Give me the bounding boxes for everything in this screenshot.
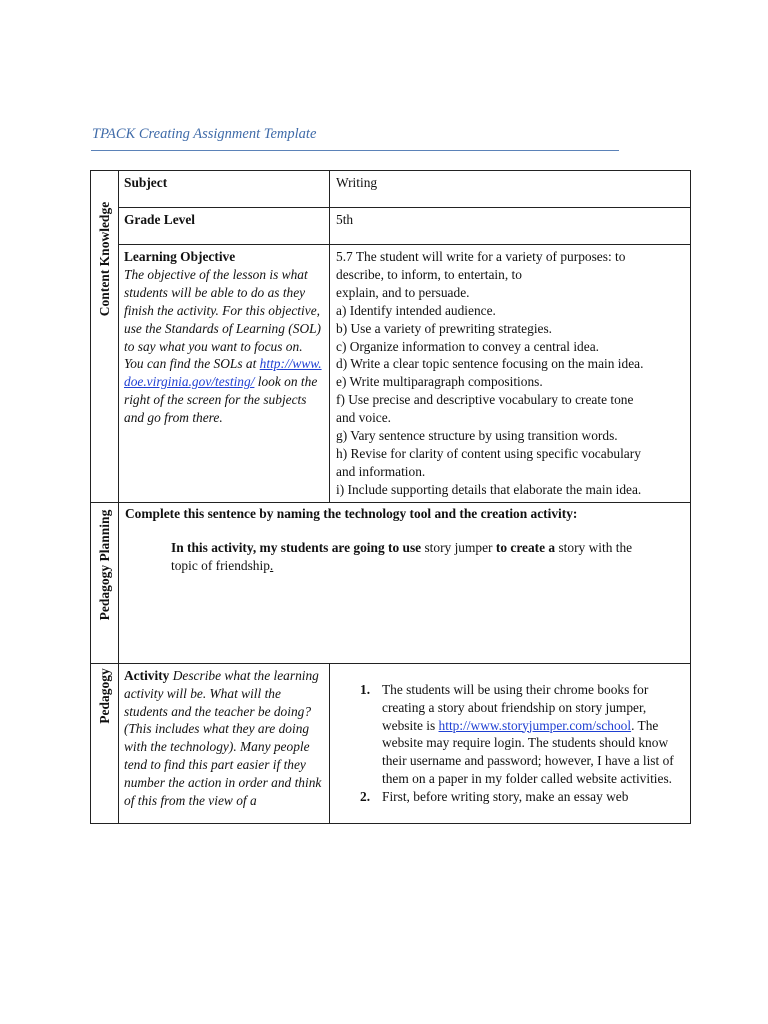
activity-steps-clip (336, 667, 684, 817)
objective-standard-line: h) Revise for clarity of content using specific vocabulary (336, 445, 641, 461)
pedagogy-section-label (91, 663, 119, 823)
activity-steps-list (336, 681, 680, 806)
step-text-continued: . The website may require login. The students should know their username and password; however, I have a list of them on a paper in my folder called website activities. (382, 717, 674, 787)
title-underline (91, 150, 619, 151)
objective-standard-line: and information. (336, 463, 426, 479)
activity-step (336, 788, 680, 806)
objective-standard-line: b) Use a variety of prewriting strategies. (336, 320, 553, 336)
step-number: 1. (360, 681, 371, 697)
subject-value: Writing (336, 175, 378, 190)
activity-help-text: Describe what the learning activity will be. What will the students and the teacher be doing? (This includes what they are doing with the technology). Many people tend to find this part easier if they number the action in order and think of this from the view of a (124, 667, 322, 809)
objective-help-text (124, 266, 324, 427)
activity-help-clip (124, 667, 324, 817)
step-text: The students will be using their chrome books for creating a story about friendship on story jumper, website is (382, 681, 649, 733)
activity-label-cell (119, 663, 330, 823)
pedagogy-planning-cell (119, 502, 691, 663)
pedagogy-planning-row (91, 502, 691, 663)
objective-standard-line: g) Vary sentence structure by using transition words. (336, 428, 618, 444)
pedagogy-planning-prompt: Complete this sentence by naming the technology tool and the creation activity: (125, 505, 578, 521)
document-title: TPACK Creating Assignment Template (92, 126, 317, 142)
objective-standard-line: and voice. (336, 410, 392, 426)
creation-activity: story with the topic of friendship (171, 539, 633, 573)
objective-value-cell (330, 245, 691, 503)
activity-steps-cell (330, 663, 691, 823)
pedagogy-planning-section-label (91, 502, 119, 663)
objective-standard-line: e) Write multiparagraph compositions. (336, 374, 543, 390)
objective-standard-line: f) Use precise and descriptive vocabulary to create tone (336, 392, 634, 408)
objective-row (91, 245, 691, 503)
objective-label-cell (119, 245, 330, 503)
sentence-end: . (269, 557, 274, 573)
grade-row (91, 208, 691, 245)
subject-value-cell (330, 171, 691, 208)
objective-help-part3: look on the right of the screen for the subjects and go from there. (124, 374, 318, 426)
objective-standards-list (336, 248, 684, 499)
objective-standard-line: 5.7 The student will write for a variety of purposes: to (336, 249, 626, 264)
sentence-part1: In this activity, my students are going to use (171, 539, 422, 555)
objective-help-part2: You can find the SOLs at (124, 356, 260, 372)
technology-tool: story jumper (421, 539, 496, 555)
grade-value: 5th (336, 212, 354, 227)
objective-label: Learning Objective (124, 249, 236, 264)
pedagogy-label: Pedagogy (96, 667, 112, 724)
activity-label: Activity (124, 667, 170, 683)
step-number: 2. (360, 789, 371, 805)
grade-value-cell (330, 208, 691, 245)
activity-step (336, 681, 680, 788)
grade-label-cell (119, 208, 330, 245)
subject-label-cell (119, 171, 330, 208)
subject-label: Subject (124, 175, 168, 190)
content-knowledge-section-label (91, 171, 119, 503)
storyjumper-link[interactable]: http://www.storyjumper.com/school (438, 717, 632, 733)
step-text: First, before writing story, make an essay web (382, 789, 629, 805)
subject-row (91, 171, 691, 208)
sentence-part2: to create a (495, 539, 556, 555)
objective-standard-line: a) Identify intended audience. (336, 302, 496, 318)
tpack-table (90, 170, 691, 824)
pedagogy-planning-label: Pedagogy Planning (96, 509, 112, 621)
pedagogy-activity-row (91, 663, 691, 823)
objective-standard-line: d) Write a clear topic sentence focusing on the main idea. (336, 356, 644, 372)
objective-help-part1: The objective of the lesson is what students will be able to do as they finish the activity. For this objective, use the Standards of Learning (SOL) to say what you want to focus on. (124, 266, 322, 354)
pedagogy-planning-sentence (171, 539, 661, 575)
grade-label: Grade Level (124, 212, 196, 227)
objective-standard-line: c) Organize information to convey a central idea. (336, 338, 599, 354)
objective-standard-line: i) Include supporting details that elaborate the main idea. (336, 481, 642, 497)
objective-standard-line: describe, to inform, to entertain, to (336, 266, 522, 282)
content-knowledge-label: Content Knowledge (96, 201, 112, 317)
sol-link[interactable]: http://www.doe.virginia.gov/testing/ (124, 356, 322, 390)
objective-standard-line: explain, and to persuade. (336, 284, 470, 300)
